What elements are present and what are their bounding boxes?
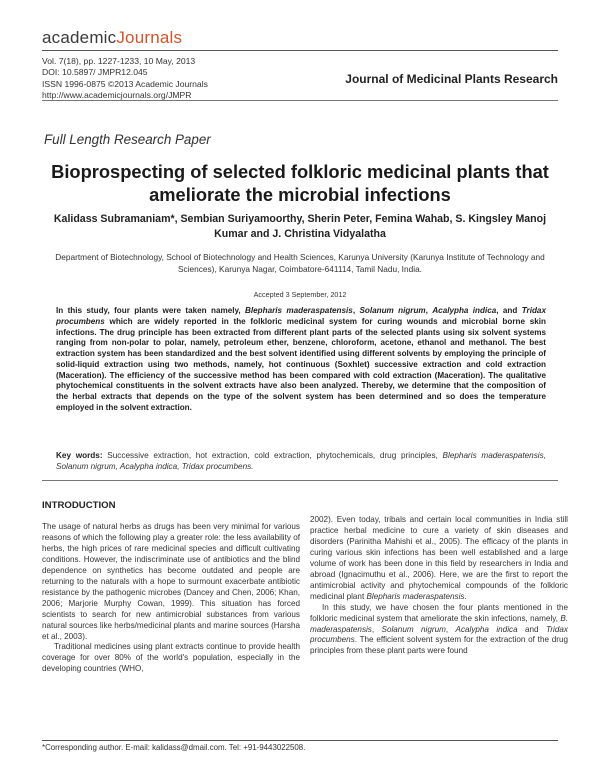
paragraph-text: . [464,591,467,601]
keywords [56,451,546,473]
citation-doi[interactable]: DOI: 10.5897/ JMPR12.045 [42,67,148,78]
species-name: B. maderaspatensis [310,613,568,634]
corresponding-author-footnote: *Corresponding author. E-mail: kalidass@dmail.com. Tel: +91-9443022508. [42,743,306,752]
species-name: Solanum nigrum [359,306,426,315]
species-name: Tridax procumbens [310,624,568,645]
species-name: Blepharis maderaspatensis [366,591,465,601]
abstract-text: , [425,306,428,315]
citation-volume: Vol. 7(18), pp. 1227-1233, 10 May, 2013 [42,56,196,66]
section-heading: INTRODUCTION [42,500,116,511]
species-name: Blepharis maderaspatensis [245,306,353,315]
paragraph: Traditional medicines using plant extracts continue to provide health coverage for over 80% of the world's population, especially in the developing countries (WHO, [42,642,300,674]
publisher-logo-part2: Journals [116,28,183,47]
paragraph-text: and [525,624,539,634]
citation-issn: ISSN 1996-0875 ©2013 Academic Journals [42,78,208,89]
species-name: Tridax procumbens [56,306,546,326]
keywords-divider [42,480,558,481]
abstract [56,306,546,414]
keywords-label: Key words: [56,451,103,460]
body-column-left [42,522,300,675]
abstract-text: , [352,306,356,315]
accepted-date: Accepted 3 September, 2012 [253,290,347,299]
abstract-text: which are widely reported in the folkloric medicinal system for curing wounds and microbial borne skin infections. The drug principle has been extracted from different plant parts of the selected plants using six solvent systems ranging from non-polar to polar, namely, petroleum ether, benzene, chloroform, acetone, ethanol and methanol. The best extraction system has been standardized and the best solvent identified using different solvents by employing the principle of solid-liquid extraction using two methods, namely, hot continuous (Soxhlet) successive extraction and cold extraction (Maceration). The efficiency of the successive method has been compared with cold extraction (Maceration). The qualitative phytochemical constituents in the solvent extracts have also been analyzed. Thereby, we determine that the composition of the herbal extracts that depends on the type of the solvent system has been determined and so does the temperature employed in the solvent extraction. [56,316,546,412]
footnote-divider [42,740,558,741]
paragraph-text: , [445,624,449,634]
keywords-text: Successive extraction, hot extraction, cold extraction, phytochemicals, drug principles, [107,451,438,460]
body-column-right [310,515,568,657]
paper-title: Bioprospecting of selected folkloric medicinal plants that ameliorate the microbial infections [51,161,549,205]
citation-url[interactable]: http://www.academicjournals.org/JMPR [42,89,192,100]
journal-name: Journal of Medicinal Plants Research [345,72,558,86]
paragraph [310,515,568,603]
paragraph-text: , [371,624,375,634]
citation-block [42,56,252,101]
species-name: Acalypha indica [432,306,497,315]
abstract-text: , and [496,306,518,315]
paragraph-text: 2002). Even today, tribals and certain local communities in India still practice herbal medicine to cure a variety of skin diseases and disorders (Parinitha Mahishi et al., 2005). The efficacy of the plants in curing various skin infections has been well established and a large volume of work has been done in this field by researchers in India and abroad (Ignacimuthu et al., 2006). Here, we are the first to report the antimicrobial activity and phytochemical compounds of the folkloric medicinal plant [310,515,568,601]
abstract-text: In this study, four plants were taken namely, [56,306,241,315]
paragraph-text: In this study, we have chosen the four plants mentioned in the folkloric medicinal system that ameliorate the skin infections, namely, [310,602,568,623]
author-list: Kalidass Subramaniam*, Sembian Suriyamoorthy, Sherin Peter, Femina Wahab, S. Kingsley Manoj Kumar and J. Christina Vidyalatha [53,213,547,240]
publisher-logo-part1: academic [42,28,117,47]
publisher-logo [42,28,182,48]
paragraph: The usage of natural herbs as drugs has been very minimal for various reasons of which the following play a greater role: the less availability of herbs, the high prices of rare medicinal species and difficult cultivating conditions. However, the indiscriminate use of antibiotics and the blind dependence on synthetics has become outdated and people are returning to the naturals with a hope to surmount exacerbate antibiotic resistance by the pathogenic microbes (Dancey and Chen, 2006; Khan, 2006; Marjorie Murphy Cowan, 1999). This situation has forced scientists to search for new antimicrobial substances from various natural sources like herbs/medicinal plants and marine sources (Harsha et al., 2003). [42,522,300,641]
header-top-rule [42,50,558,51]
paper-type: Full Length Research Paper [44,132,211,147]
paragraph-text: . The efficient solvent system for the extraction of the drug principles from these plant parts were found [310,635,568,656]
paragraph [310,603,568,658]
species-name: Acalypha indica [455,624,518,634]
keywords-species: Blepharis maderaspatensis, Solanum nigrum, Acalypha indica, Tridax procumbens. [56,451,546,471]
affiliation: Department of Biotechnology, School of Biotechnology and Health Sciences, Karunya University (Karunya Institute of Technology and Sciences), Karunya Nagar, Coimbatore-641114, Tamil Nadu, India. [55,252,545,274]
species-name: Solanum nigrum [381,624,446,634]
